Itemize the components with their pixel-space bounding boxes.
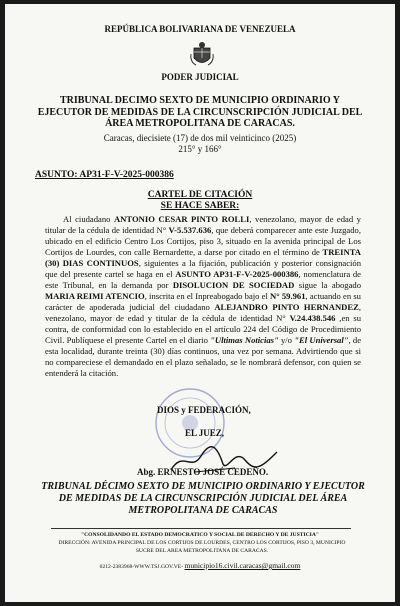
tribunal-heading: TRIBUNAL DECIMO SEXTO DE MUNICIPIO ORDINARIO Y EJECUTOR DE MEDIDAS DE LA CIRCUNSCRIPCIÓN JUDICIAL DEL ÁREA METROPOLITANA DE CARACAS. — [37, 95, 363, 129]
footer-contact — [5, 561, 395, 570]
contact-phone-web: 0212-2383968-WWW.TSJ.GOV.VE- — [99, 564, 185, 570]
newspaper-1: "Ultimas Noticias" — [210, 335, 279, 345]
text-run: y/o — [278, 335, 295, 345]
judge-name: Abg. ERNESTO JOSÉ CEDEÑO. — [137, 467, 269, 477]
text-run: sigue la abogado — [294, 280, 361, 290]
lawyer-name: MARIA REIMI ATENCIO — [45, 291, 145, 301]
place-date — [5, 133, 395, 155]
footer-tribunal: TRIBUNAL DÉCIMO SEXTO DE MUNICIPIO ORDINARIO Y EJECUTOR DE MEDIDAS DE LA CIRCUNSCRIPCIÓN JUDICIAL DEL ÁREA METROPOLITANA DE CARACAS — [41, 481, 365, 516]
text-run: , de esta localidad, durante treinta (30) días continuos, una vez por semana. Advirtiendo que si no compareciese el demandado en el plazo señalado, se le nombrará defensor, con quien se entenderá la citación. — [45, 335, 362, 378]
citation-paragraph — [45, 214, 361, 379]
contact-email[interactable]: municipio16.civil.caracas@gmail.com — [184, 561, 301, 570]
citation-body — [45, 214, 361, 379]
plaintiff-id: V.24.438.546 — [289, 313, 336, 323]
cartel-subtitle: SE HACE SABER: — [160, 201, 240, 211]
footer-address: DIRECCIÓN: AVENIDA PRINCIPAL DE LOS CORTIJOS DE LOURDES, CENTRO LOS CORTIJOS, PISO 3, MUNICIPIO SUCRE DEL AREA METROPOLITANA DE CARACAS. — [58, 540, 346, 554]
newspaper-2: "El Universal" — [294, 335, 349, 345]
text-run: , venezolano, mayor de edad y titular de la cédula de identidad N° — [45, 302, 361, 323]
text-run: Al ciudadano — [63, 214, 114, 224]
text-run: , inscrita en el Inpreabogado bajo el — [144, 291, 271, 301]
branch-heading: PODER JUDICIAL — [161, 72, 239, 82]
term: TREINTA (30) DIAS CONTINUOS — [45, 247, 361, 268]
coat-of-arms-seal — [189, 40, 215, 68]
claim-type: DISOLUCION DE SOCIEDAD — [172, 280, 295, 290]
plaintiff-name: ALEJANDRO PINTO HERNANDEZ — [214, 302, 359, 312]
text-run: , venezolano, mayor de edad y titular de la cédula de identidad N° — [45, 214, 361, 235]
defendant-name: ANTONIO CESAR PINTO ROLLI — [113, 214, 250, 224]
text-run: , actuando en su carácter de apoderada judicial del ciudadano — [45, 291, 361, 312]
text-run: , que deberá comparecer ante este Juzgado, ubicado en el edificio Centro Los Cortijos, piso 3, situado en la avenida principal de Los Cortijos de Lourdes, con calle Bernardette, a darse por citado en el término de — [45, 225, 361, 257]
text-run: , siguientes a la fijación, publicación y posterior consignación que del presente cartel se haga en el — [45, 258, 361, 279]
country-heading: REPÚBLICA BOLIVARIANA DE VENEZUELA — [104, 24, 296, 34]
case-ref: ASUNTO AP31-F-V-2025-000386 — [175, 269, 299, 279]
defendant-id: V-5.537.636 — [168, 225, 212, 235]
lawyer-number: N° 59.961 — [270, 291, 306, 301]
judge-label: EL JUEZ, — [185, 428, 225, 438]
years-line: 215° y 166° — [178, 144, 222, 154]
cartel-title: CARTEL DE CITACIÓN — [147, 190, 253, 200]
cartel-heading — [5, 190, 395, 212]
footer-slogan: "CONSOLIDANDO EL ESTADO DEMOCRATICO Y SOCIAL DE DERECHO Y DE JUSTICIA" — [81, 532, 319, 538]
text-run: , nomenclatura de este Tribunal, en la demanda por — [45, 269, 361, 290]
case-number: ASUNTO: AP31-F-V-2025-000386 — [35, 170, 174, 180]
text-run: ,en su contra, de conformidad con lo establecido en el artículo 224 del Código de Procedimiento Civil. Publíquese el presente Cartel en el diario — [45, 313, 362, 345]
place-date-line: Caracas, diecisiete (17) de dos mil veinticinco (2025) — [103, 133, 297, 143]
document-page — [5, 4, 395, 602]
closing-formula: DIOS y FEDERACIÓN, — [157, 405, 251, 415]
footer-divider — [51, 528, 351, 529]
